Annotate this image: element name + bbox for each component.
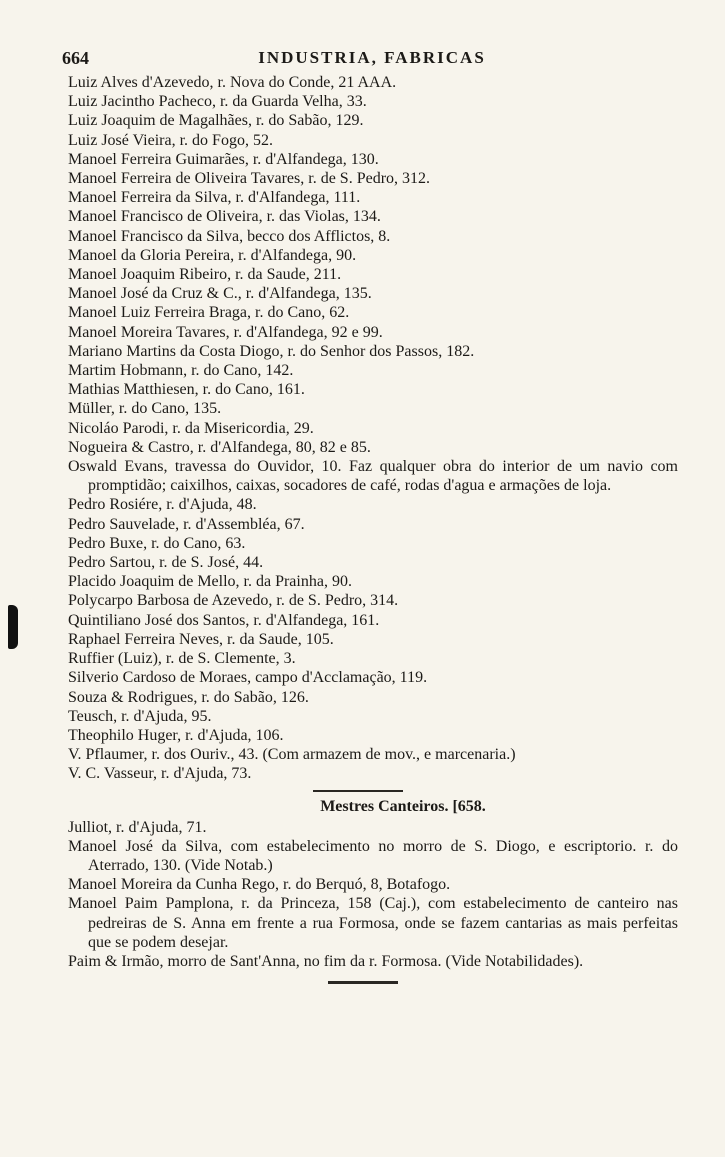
list-item: Theophilo Huger, r. d'Ajuda, 106. bbox=[68, 726, 284, 744]
list-item: Nicoláo Parodi, r. da Misericordia, 29. bbox=[68, 419, 314, 437]
list-item: Silverio Cardoso de Moraes, campo d'Acclamação, 119. bbox=[68, 669, 428, 687]
list-item: Manoel José da Silva, com estabelecimento no morro de S. Diogo, e escriptorio. r. do Aterrado, 130. (Vide Notab.) bbox=[68, 837, 678, 874]
list-item: Placido Joaquim de Mello, r. da Prainha, 90. bbox=[68, 573, 352, 591]
section-divider bbox=[313, 790, 403, 792]
list-item: Manoel Luiz Ferreira Braga, r. do Cano, 62. bbox=[68, 304, 350, 322]
list-item: Raphael Ferreira Neves, r. da Saude, 105. bbox=[68, 630, 334, 648]
page-header bbox=[62, 48, 682, 72]
list-item: Manoel da Gloria Pereira, r. d'Alfandega, 90. bbox=[68, 246, 357, 264]
list-item: V. Pflaumer, r. dos Ouriv., 43. (Com armazem de mov., e marcenaria.) bbox=[68, 746, 516, 764]
list-item: Manoel Moreira Tavares, r. d'Alfandega, 92 e 99. bbox=[68, 323, 383, 341]
list-item: Manoel Moreira da Cunha Rego, r. do Berquó, 8, Botafogo. bbox=[68, 876, 451, 894]
list-item: Paim & Irmão, morro de Sant'Anna, no fim da r. Formosa. (Vide Notabilidades). bbox=[68, 952, 584, 970]
margin-ink-mark bbox=[8, 605, 18, 649]
list-item: Luiz José Vieira, r. do Fogo, 52. bbox=[68, 131, 273, 149]
list-item: Luiz Joaquim de Magalhães, r. do Sabão, 129. bbox=[68, 112, 364, 130]
list-item: Manoel Ferreira da Silva, r. d'Alfandega, 111. bbox=[68, 189, 361, 207]
list-item: Pedro Sauvelade, r. d'Assembléa, 67. bbox=[68, 515, 305, 533]
list-item: Manoel Ferreira Guimarães, r. d'Alfandega, 130. bbox=[68, 150, 379, 168]
list-item: Quintiliano José dos Santos, r. d'Alfandega, 161. bbox=[68, 611, 380, 629]
list-item: Manoel Ferreira de Oliveira Tavares, r. de S. Pedro, 312. bbox=[68, 170, 431, 188]
list-item: Luiz Jacintho Pacheco, r. da Guarda Velha, 33. bbox=[68, 93, 367, 111]
list-item: Martim Hobmann, r. do Cano, 142. bbox=[68, 362, 294, 380]
list-item: Mariano Martins da Costa Diogo, r. do Senhor dos Passos, 182. bbox=[68, 342, 475, 360]
section-heading: Mestres Canteiros. [658. bbox=[320, 797, 486, 815]
directory-list bbox=[68, 73, 678, 984]
list-item: Oswald Evans, travessa do Ouvidor, 10. Faz qualquer obra do interior de um navio com promptidão; caixilhos, caixas, socadores de café, rodas d'agua e armações de loja. bbox=[68, 458, 678, 495]
list-item: Ruffier (Luiz), r. de S. Clemente, 3. bbox=[68, 650, 296, 668]
list-item: Pedro Sartou, r. de S. José, 44. bbox=[68, 554, 264, 572]
list-item: Manoel Paim Pamplona, r. da Princeza, 158 (Caj.), com estabelecimento de canteiro nas pedreiras de S. Anna em frente a rua Formosa, onde se fazem cantarias as mais perfeitas que se podem desejar. bbox=[68, 895, 678, 951]
list-item: Müller, r. do Cano, 135. bbox=[68, 400, 222, 418]
list-item: Mathias Matthiesen, r. do Cano, 161. bbox=[68, 381, 305, 399]
list-item: Manoel Francisco de Oliveira, r. das Violas, 134. bbox=[68, 208, 381, 226]
list-item: Teusch, r. d'Ajuda, 95. bbox=[68, 707, 212, 725]
list-item: Manoel Joaquim Ribeiro, r. da Saude, 211. bbox=[68, 266, 342, 284]
list-item: Pedro Buxe, r. do Cano, 63. bbox=[68, 534, 246, 552]
running-head: INDUSTRIA, FABRICAS bbox=[258, 48, 486, 67]
list-item: Manoel José da Cruz & C., r. d'Alfandega, 135. bbox=[68, 285, 372, 303]
list-item: Julliot, r. d'Ajuda, 71. bbox=[68, 818, 207, 836]
list-item: Pedro Rosiére, r. d'Ajuda, 48. bbox=[68, 496, 257, 514]
list-item: Nogueira & Castro, r. d'Alfandega, 80, 82 e 85. bbox=[68, 438, 371, 456]
list-item: Manoel Francisco da Silva, becco dos Afflictos, 8. bbox=[68, 227, 391, 245]
list-item: Luiz Alves d'Azevedo, r. Nova do Conde, 21 AAA. bbox=[68, 74, 397, 91]
list-item: Polycarpo Barbosa de Azevedo, r. de S. Pedro, 314. bbox=[68, 592, 399, 610]
end-divider bbox=[328, 981, 398, 984]
list-item: Souza & Rodrigues, r. do Sabão, 126. bbox=[68, 688, 309, 706]
list-item: V. C. Vasseur, r. d'Ajuda, 73. bbox=[68, 765, 252, 783]
page-number: 664 bbox=[62, 48, 89, 68]
